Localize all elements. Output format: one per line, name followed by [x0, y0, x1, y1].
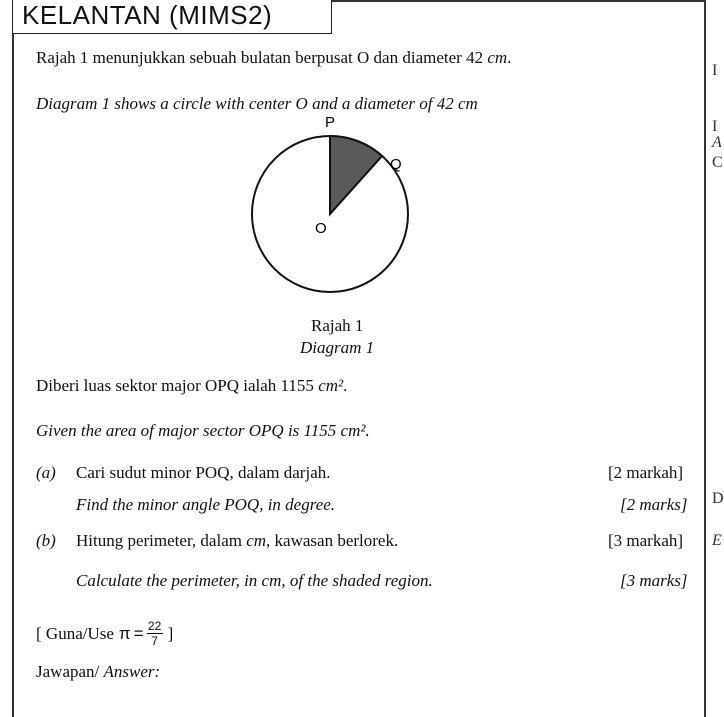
- given-malay-text: Diberi luas sektor major OPQ ialah 1155: [36, 376, 314, 395]
- answer-label-english: Answer:: [103, 662, 161, 681]
- question-a-malay: Cari sudut minor POQ, dalam darjah.: [76, 463, 331, 482]
- frame-left-border: [12, 34, 14, 717]
- point-p-label: P: [325, 114, 336, 131]
- shaded-sector: [330, 136, 382, 214]
- question-b-english-marks: [3 marks]: [620, 571, 688, 590]
- question-a-label: (a): [36, 463, 56, 482]
- given-malay: [36, 376, 347, 396]
- answer-label-malay: Jawapan/: [36, 662, 100, 681]
- diagram-caption-malay: Rajah 1: [311, 316, 364, 335]
- center-o-label: O: [315, 220, 327, 237]
- question-b-malay-suffix: , kawasan berlorek.: [266, 531, 399, 550]
- page-title: KELANTAN (MIMS2): [22, 0, 273, 30]
- given-malay-unit: cm²: [318, 376, 344, 395]
- frame-right-border: [704, 0, 706, 717]
- intro-malay-text: Rajah 1 menunjukkan sebuah bulatan berpusat O dan diameter 42: [36, 48, 484, 67]
- edge-glyph: A: [712, 134, 722, 151]
- intro-malay: [36, 48, 511, 68]
- pi-denominator: 7: [151, 634, 158, 648]
- given-malay-end: .: [343, 376, 348, 395]
- question-b-malay-marks: [3 markah]: [608, 531, 684, 550]
- pi-fraction: [147, 620, 163, 647]
- pi-numerator: 22: [147, 619, 162, 633]
- intro-malay-unit: cm: [487, 48, 508, 67]
- edge-glyph: I: [712, 62, 718, 79]
- pi-equals: =: [133, 623, 144, 643]
- intro-english: Diagram 1 shows a circle with center O and a diameter of 42 cm: [36, 94, 478, 113]
- edge-glyph: E: [712, 532, 722, 549]
- point-q-label: Q: [390, 156, 402, 173]
- circle-diagram: [230, 110, 430, 320]
- edge-glyph: I: [712, 118, 718, 135]
- question-b-label: (b): [36, 531, 56, 550]
- question-b-malay: [76, 531, 398, 551]
- pi-hint: [36, 620, 173, 647]
- frame-top-border: [332, 0, 704, 2]
- edge-glyph: D: [712, 490, 724, 507]
- question-b-english: Calculate the perimeter, in cm, of the shaded region.: [76, 571, 433, 590]
- question-a-malay-marks: [2 markah]: [608, 463, 684, 482]
- question-b-malay-unit: cm: [246, 531, 267, 550]
- question-b-malay-text: Hitung perimeter, dalam: [76, 531, 242, 550]
- answer-label: [36, 662, 160, 682]
- edge-glyph: C: [712, 154, 723, 171]
- pi-hint-suffix: ]: [167, 623, 174, 643]
- question-a-english: Find the minor angle POQ, in degree.: [76, 495, 336, 514]
- pi-hint-prefix: [ Guna/Use: [36, 623, 114, 643]
- pi-symbol: π: [118, 623, 131, 643]
- given-english: Given the area of major sector OPQ is 1155 cm².: [36, 421, 370, 440]
- question-a-english-marks: [2 marks]: [620, 495, 688, 514]
- diagram-caption-english: Diagram 1: [300, 338, 375, 357]
- intro-malay-end: .: [507, 48, 512, 67]
